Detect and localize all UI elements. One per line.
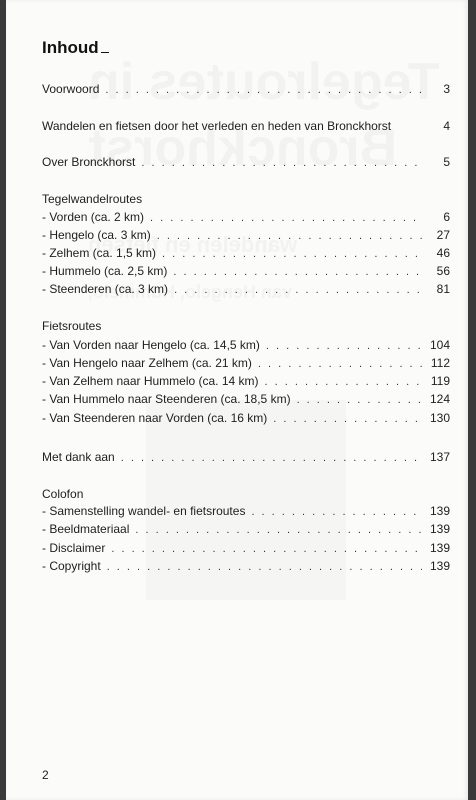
toc-entry-label: - Beeldmateriaal: [42, 522, 130, 536]
toc-entry-label: Met dank aan: [42, 450, 115, 464]
toc-entry-cycling[interactable]: [42, 338, 450, 354]
toc-entry-page: 124: [429, 392, 450, 406]
toc-entry-page: 130: [429, 411, 450, 425]
toc-entry-label: Voorwoord: [42, 82, 100, 96]
book-page: [6, 0, 468, 800]
toc-entry-walking[interactable]: [42, 282, 450, 298]
toc-entry-cycling[interactable]: [42, 356, 450, 372]
toc-entry-label: - Hengelo (ca. 3 km): [42, 228, 151, 242]
dot-leader: [174, 283, 422, 298]
toc-entry-page: 6: [443, 210, 450, 224]
toc-entry-cycling[interactable]: [42, 392, 450, 408]
toc-entry-page: 139: [429, 504, 450, 518]
dot-leader: [273, 412, 422, 427]
toc-entry-page: 139: [429, 522, 450, 536]
toc-entry-page: 137: [429, 450, 450, 464]
page-number: 2: [42, 768, 49, 782]
toc-entry-page: 104: [429, 338, 450, 352]
toc-entry-wandelen[interactable]: [42, 119, 450, 135]
toc-entry-walking[interactable]: [42, 246, 450, 262]
toc-entry-page: 119: [430, 374, 450, 388]
toc-entry-label: Wandelen en fietsen door het verleden en heden van Bronckhorst: [42, 119, 392, 133]
toc-heading-text: Inhoud: [42, 38, 99, 57]
toc-entry-label: - Vorden (ca. 2 km): [42, 210, 145, 224]
dot-leader: [105, 83, 422, 98]
dot-leader: [121, 451, 422, 466]
toc-entry-page: 81: [436, 282, 450, 296]
toc-entry-label: - Van Hengelo naar Zelhem (ca. 21 km): [42, 356, 252, 370]
dot-leader: [251, 505, 422, 520]
toc-entry-page: 27: [436, 228, 450, 242]
dot-leader: [265, 375, 422, 390]
dot-leader: [162, 247, 422, 262]
dot-leader: [258, 357, 422, 372]
toc-entry-page: 3: [443, 82, 450, 96]
toc-entry-colofon[interactable]: [42, 559, 450, 575]
toc-entry-label: - Van Hummelo naar Steenderen (ca. 18,5 km): [42, 392, 291, 406]
toc-heading: [42, 38, 109, 58]
toc-entry-label: - Samenstelling wandel- en fietsroutes: [42, 504, 246, 518]
toc-entry-walking[interactable]: [42, 264, 450, 280]
toc-entry-page: 112: [430, 356, 450, 370]
toc-entry-label: - Disclaimer: [42, 541, 106, 555]
section-title-colofon: Colofon: [42, 487, 84, 501]
toc-entry-walking[interactable]: [42, 210, 450, 226]
toc-entry-page: 4: [443, 119, 450, 133]
toc-entry-label: - Steenderen (ca. 3 km): [42, 282, 169, 296]
toc-entry-walking[interactable]: [42, 228, 450, 244]
toc-entry-colofon[interactable]: [42, 522, 450, 538]
toc-entry-page: 139: [429, 541, 450, 555]
toc-entry-label: - Van Steenderen naar Vorden (ca. 16 km): [42, 411, 268, 425]
toc-entry-voorwoord[interactable]: [42, 82, 450, 98]
toc-entry-label: - Van Zelhem naar Hummelo (ca. 14 km): [42, 374, 259, 388]
heading-underscore: [101, 52, 109, 53]
toc-entry-label: - Zelhem (ca. 1,5 km): [42, 246, 157, 260]
toc-entry-colofon[interactable]: [42, 541, 450, 557]
toc-entry-page: 56: [436, 264, 450, 278]
dot-leader: [107, 560, 422, 575]
toc-entry-label: - Van Vorden naar Hengelo (ca. 14,5 km): [42, 338, 260, 352]
toc-entry-thanks[interactable]: [42, 450, 450, 466]
toc-entry-over[interactable]: [42, 155, 450, 171]
toc-entry-cycling[interactable]: [42, 411, 450, 427]
toc-entry-page: 46: [436, 246, 450, 260]
dot-leader: [150, 211, 422, 226]
dot-leader: [157, 229, 422, 244]
dot-leader: [297, 393, 422, 408]
section-title-walking: Tegelwandelroutes: [42, 192, 143, 206]
dot-leader: [266, 339, 422, 354]
toc-entry-page: 5: [443, 155, 450, 169]
dot-leader: [135, 523, 422, 538]
dot-leader: [173, 265, 422, 280]
toc-entry-cycling[interactable]: [42, 374, 450, 390]
toc-entry-label: - Copyright: [42, 559, 101, 573]
toc-entry-label: Over Bronckhorst: [42, 155, 136, 169]
toc-entry-label: - Hummelo (ca. 2,5 km): [42, 264, 168, 278]
dot-leader: [141, 156, 422, 171]
toc-entry-colofon[interactable]: [42, 504, 450, 520]
dot-leader: [111, 542, 422, 557]
toc-entry-page: 139: [429, 559, 450, 573]
section-title-cycling: Fietsroutes: [42, 319, 102, 333]
